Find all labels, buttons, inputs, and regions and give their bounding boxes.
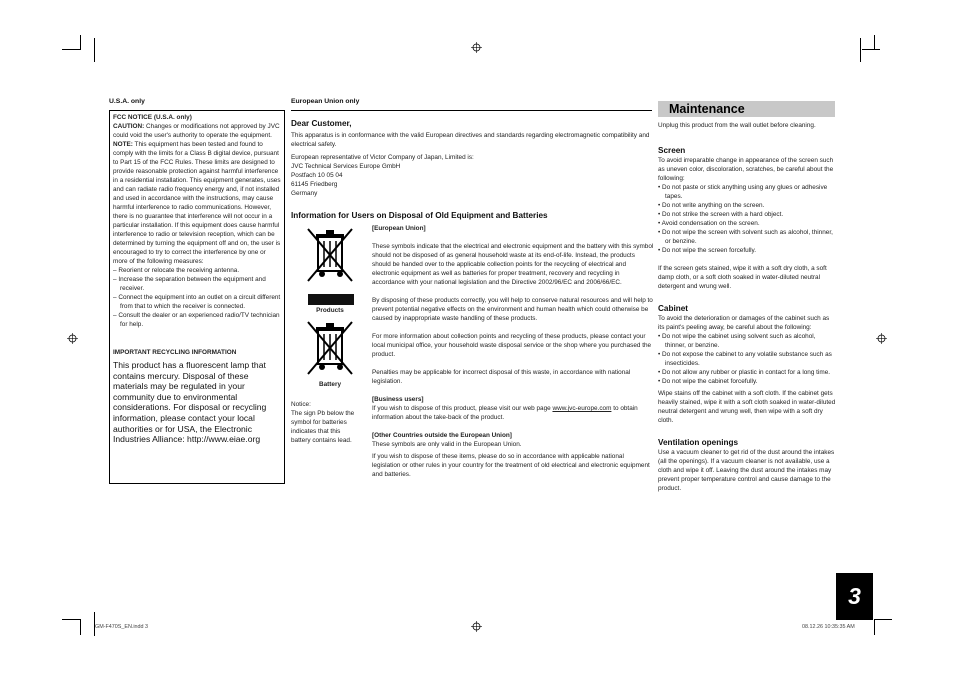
list-item: • Do not paste or stick anything using any glues or adhesive tapes.	[658, 184, 828, 200]
fcc-title: FCC NOTICE (U.S.A. only)	[113, 114, 192, 121]
footer-filename: GM-F470S_EN.indd 3	[95, 624, 149, 630]
jvc-europe-link[interactable]: www.jvc-europe.com	[552, 405, 612, 412]
page-number-tab: 3	[836, 573, 873, 620]
note-text: This equipment has been tested and found to comply with the limits for a Class B digital device, pursuant to Part 15 of the FCC Rules. These limits are designed to provide reasonable protection against harmful interference in a residential installation. This equipment generates, uses and can radiate radio frequency energy and, if not installed and used in accordance with the instructions, may cause harmful interference to radio communications. However, there is no guarantee that interference will not occur in a particular installation. If this equipment does cause harmful interference to radio or television reception, which can be determined by turning the equipment off and on, the user is encouraged to try to correct the interference by one or more of the following measures:	[113, 141, 281, 265]
battery-label: Battery	[318, 381, 342, 388]
list-item: – Reorient or relocate the receiving antenna.	[113, 267, 240, 274]
crop-mark	[94, 38, 95, 62]
crop-mark	[874, 619, 875, 635]
crop-mark	[80, 619, 81, 635]
products-label: Products	[316, 307, 344, 314]
crop-mark	[862, 49, 880, 50]
solid-bar-symbol	[308, 294, 354, 305]
list-item: – Connect the equipment into an outlet on a circuit different from that to which the receiver is connected.	[113, 294, 281, 310]
list-item: – Consult the dealer or an experienced radio/TV technician for help.	[113, 312, 280, 328]
address-line: JVC Technical Services Europe GmbH	[291, 163, 401, 170]
cabinet-heading: Cabinet	[658, 304, 689, 313]
section-label-eu: European Union only	[291, 98, 360, 105]
crossed-bin-icon	[304, 225, 356, 285]
list-item: • Do not wipe the screen with solvent such as alcohol, thinner, or benzine.	[658, 229, 833, 245]
crop-mark	[62, 619, 80, 620]
paragraph: These symbols are only valid in the European Union.	[372, 441, 522, 448]
address-line: European representative of Victor Company of Japan, Limited is:	[291, 154, 474, 161]
list-item: • Do not wipe the cabinet forcefully.	[658, 378, 758, 385]
business-text: If you wish to dispose of this product, please visit our web page	[372, 405, 553, 412]
note-label: NOTE:	[113, 141, 133, 148]
crop-mark	[62, 49, 80, 50]
notice-text: Notice: The sign Pb below the symbol for batteries indicates that this battery contains lead.	[291, 401, 355, 444]
caution-paragraph	[113, 122, 281, 140]
list-item: • Do not allow any rubber or plastic in contact for a long time.	[658, 369, 831, 376]
intro-text: Unplug this product from the wall outlet before cleaning.	[658, 122, 816, 129]
registration-mark-icon	[876, 333, 887, 344]
disposal-heading: Information for Users on Disposal of Old Equipment and Batteries	[291, 211, 548, 220]
registration-mark-icon	[67, 333, 78, 344]
registration-mark-icon	[471, 42, 482, 53]
screen-after-text: If the screen gets stained, wipe it with a soft dry cloth, a soft damp cloth, or a soft cloth soaked in water-diluted neutral detergent and wrung well.	[658, 265, 827, 290]
list-item: • Do not expose the cabinet to any volatile substance such as insecticides.	[658, 351, 832, 367]
eu-union-heading: [European Union]	[372, 225, 426, 232]
business-text: to obtain information about the take-back of the product.	[372, 405, 638, 421]
paragraph: Penalties may be applicable for incorrect disposal of this waste, in accordance with national legislation.	[372, 369, 631, 385]
divider	[291, 110, 652, 111]
fcc-notice-box	[109, 110, 285, 484]
page-title: Maintenance	[669, 102, 745, 116]
other-countries-heading: [Other Countries outside the European Union]	[372, 432, 512, 439]
greeting: Dear Customer,	[291, 119, 352, 128]
recycling-title: IMPORTANT RECYCLING INFORMATION	[113, 349, 237, 356]
caution-label: CAUTION:	[113, 123, 145, 130]
screen-list	[658, 183, 836, 255]
business-heading: [Business users]	[372, 396, 424, 403]
paragraph: If you wish to dispose of these items, please do so in accordance with applicable national legislation or other rules in your country for the treatment of old electrical and electronic equipment and batteries.	[372, 453, 650, 478]
maintenance-content	[658, 121, 836, 493]
address-line: Germany	[291, 190, 318, 197]
crop-mark	[874, 619, 892, 620]
paragraph: For more information about collection points and recycling of these products, please contact your local municipal office, your household waste disposal service or the shop where you purchased the product.	[372, 333, 652, 358]
recycling-text: This product has a fluorescent lamp that contains mercury. Disposal of these materials may be regulated in your community due to environmental considerations. For disposal or recycling information, please contact your local authorities or for USA, the Electronic Industries Alliance: http://www.eiae.org	[113, 360, 267, 445]
business-paragraph	[372, 404, 654, 422]
footer-timestamp: 08.12.26 10:35:35 AM	[802, 624, 855, 630]
note-paragraph	[113, 140, 281, 266]
crop-mark	[80, 35, 81, 50]
address-line: Postfach 10 05 04	[291, 172, 343, 179]
measures-list	[113, 266, 281, 329]
list-item: • Do not wipe the screen forcefully.	[658, 247, 757, 254]
ventilation-text: Use a vacuum cleaner to get rid of the dust around the intakes (all the openings). If a vacuum cleaner is not available, use a cloth and wipe it off. Leaving the dust around the intakes may prevent proper temperature control and cause damage to the product.	[658, 449, 835, 492]
paragraph: By disposing of these products correctly, you will help to conserve natural resources and will help to prevent potential negative effects on the environment and human health which could otherwise be caused by inappropriate waste handling of these products.	[372, 297, 653, 322]
list-item: • Do not strike the screen with a hard object.	[658, 211, 784, 218]
list-item: – Increase the separation between the equipment and receiver.	[113, 276, 266, 292]
screen-intro: To avoid irreparable change in appearance of the screen such as uneven color, discoloration, scratches, be careful about the following:	[658, 157, 834, 182]
crop-mark	[860, 38, 861, 62]
ventilation-heading: Ventilation openings	[658, 438, 739, 447]
address-line: 61145 Friedberg	[291, 181, 338, 188]
crossed-bin-battery-icon	[304, 318, 356, 378]
paragraph: These symbols indicate that the electrical and electronic equipment and the battery with this symbol should not be disposed of as general household waste at its end-of-life. Instead, the products should be handed over to the applicable collection points for the recycling of electrical and electronic equipment as well as batteries for proper treatment, recovery and recycling in accordance with your national legislation and the Directive 2002/96/EC and 2006/66/EC.	[372, 243, 654, 286]
cabinet-after-text: Wipe stains off the cabinet with a soft cloth. If the cabinet gets heavily stained, wipe it with a soft cloth soaked in water-diluted neutral detergent and wrung well, then wipe with a soft dry cloth.	[658, 390, 836, 424]
conformity-text: This apparatus is in conformance with the valid European directives and standards regarding electromagnetic compatibility and electrical safety.	[291, 132, 650, 148]
caution-text: Changes or modifications not approved by JVC could void the user's authority to operate the equipment.	[113, 123, 280, 139]
registration-mark-icon	[471, 621, 482, 632]
screen-heading: Screen	[658, 146, 686, 155]
list-item: • Avoid condensation on the screen.	[658, 220, 760, 227]
crop-mark	[874, 35, 875, 50]
section-label-usa: U.S.A. only	[109, 98, 145, 105]
disposal-body	[372, 224, 654, 488]
list-item: • Do not write anything on the screen.	[658, 202, 765, 209]
cabinet-intro: To avoid the deterioration or damages of the cabinet such as its paint's peeling away, be careful about the following:	[658, 315, 830, 331]
representative-address	[291, 153, 653, 198]
cabinet-list	[658, 332, 836, 386]
list-item: • Do not wipe the cabinet using solvent such as alcohol, thinner, or benzine.	[658, 333, 816, 349]
